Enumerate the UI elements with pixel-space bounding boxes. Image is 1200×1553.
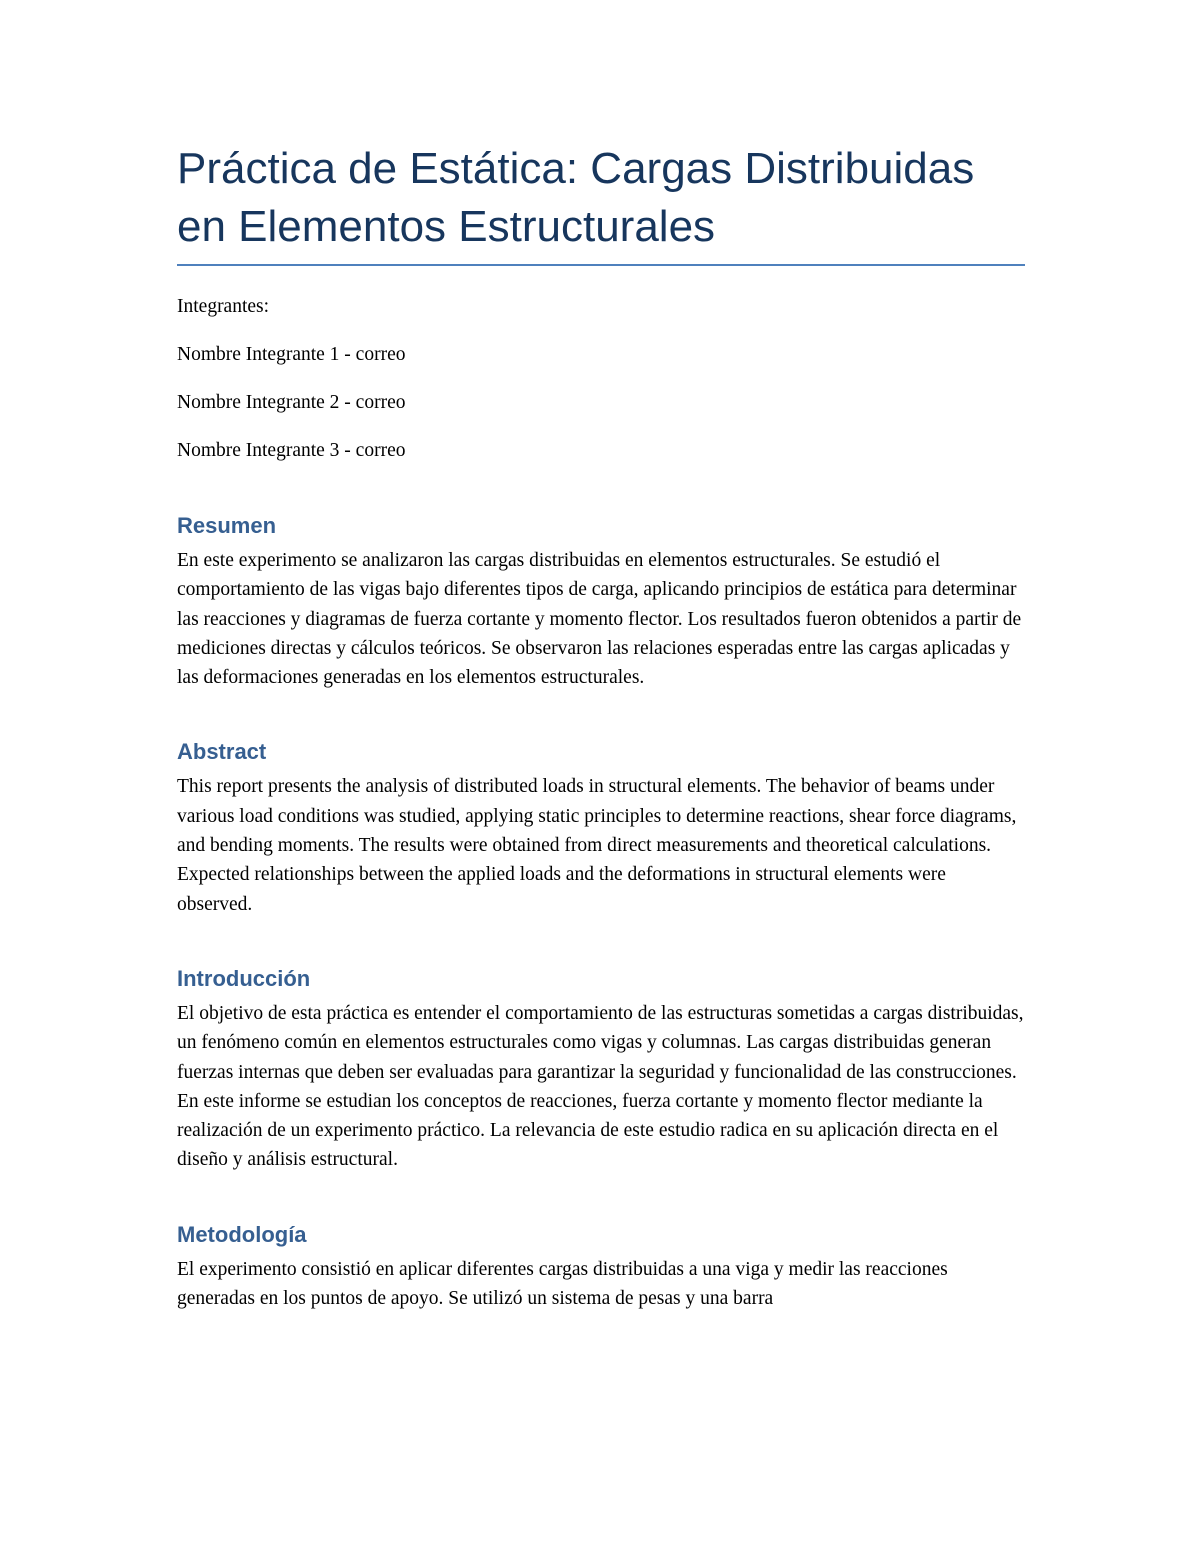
section-abstract <box>177 738 1025 918</box>
section-paragraph: El experimento consistió en aplicar diferentes cargas distribuidas a una viga y medir las reacciones generadas en los puntos de apoyo. Se utilizó un sistema de pesas y una barra <box>177 1258 948 1310</box>
document-title: Práctica de Estática: Cargas Distribuidas en Elementos Estructurales <box>177 144 975 251</box>
section-paragraph: This report presents the analysis of distributed loads in structural elements. The behavior of beams under various load conditions was studied, applying static principles to determine reactions, shear force diagrams, and bending moments. The results were obtained from direct measurements and theoretical calculations. Expected relationships between the applied loads and the deformations in structural elements were observed. <box>177 776 1017 915</box>
section-heading: Introducción <box>177 965 311 991</box>
section-heading: Resumen <box>177 513 277 538</box>
members-label: Integrantes: <box>177 296 270 317</box>
document-page <box>177 140 1025 1313</box>
section-paragraph: En este experimento se analizaron las cargas distribuidas en elementos estructurales. Se estudió el comportamiento de las vigas bajo diferentes tipos de carga, aplicando principios de estática para determinar las reacciones y diagramas de fuerza cortante y momento flector. Los resultados fueron obtenidos a partir de mediciones directas y cálculos teóricos. Se observaron las relaciones esperadas entre las cargas aplicadas y las deformaciones generadas en los elementos estructurales. <box>177 550 1022 689</box>
section-paragraph: El objetivo de esta práctica es entender el comportamiento de las estructuras sometidas a cargas distribuidas, un fenómeno común en elementos estructurales como vigas y columnas. Las cargas distribuidas generan fuerzas internas que deben ser evaluadas para garantizar la seguridad y funcionalidad de las construcciones. En este informe se estudian los conceptos de reacciones, fuerza cortante y momento flector mediante la realización de un experimento práctico. La relevancia de este estudio radica en su aplicación directa en el diseño y análisis estructural. <box>177 1002 1024 1171</box>
section-heading: Abstract <box>177 739 267 765</box>
section-metodologia <box>177 1221 1025 1314</box>
section-resumen <box>177 512 1025 692</box>
member-item: Nombre Integrante 1 - correo <box>177 344 406 365</box>
member-item: Nombre Integrante 2 - correo <box>177 392 406 413</box>
section-heading: Metodología <box>177 1221 307 1247</box>
section-introduccion <box>177 965 1025 1175</box>
members-block <box>177 296 1025 462</box>
title-underline <box>177 264 1025 266</box>
member-item: Nombre Integrante 3 - correo <box>177 440 406 461</box>
